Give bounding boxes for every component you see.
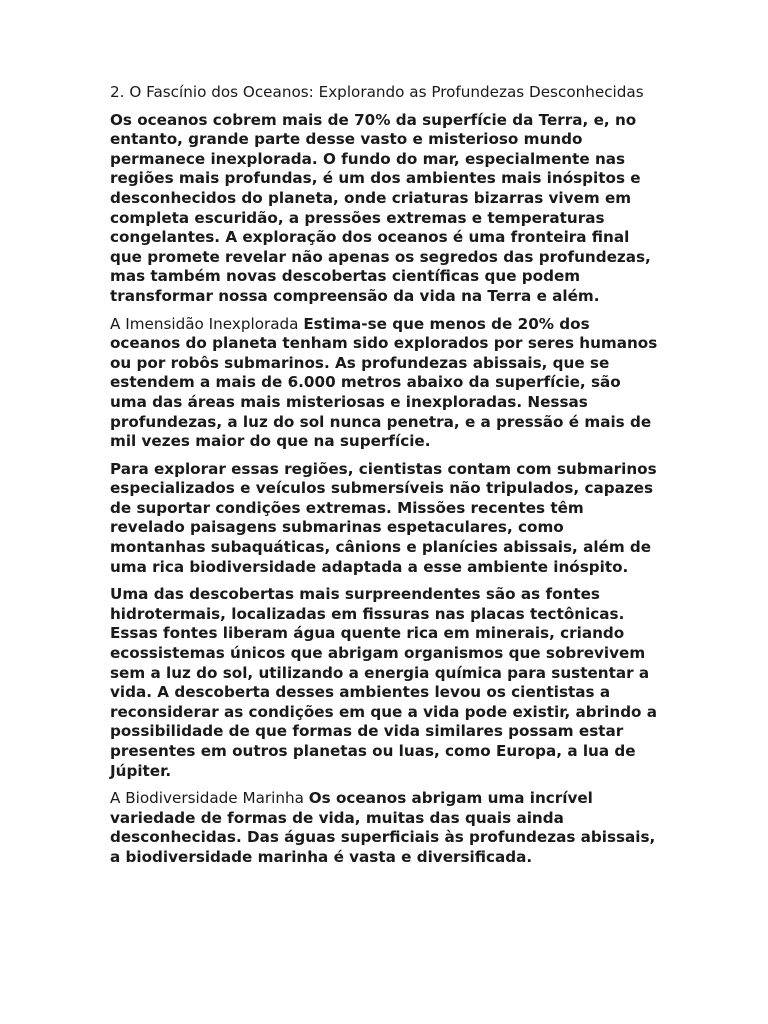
paragraph-5-text: Os oceanos abrigam uma incrível variedade de formas de vida, muitas das quais ainda desconhecidas. Das águas superficiais às profundezas abissais, a biodiversidade marinha é vasta e diversificada. <box>110 789 656 866</box>
paragraph-3 <box>110 460 662 578</box>
section-heading-imensidao: A Imensidão Inexplorada <box>110 314 304 333</box>
paragraph-1 <box>110 111 662 307</box>
paragraph-4-text: Uma das descobertas mais surpreendentes são as fontes hidrotermais, localizadas em fissuras nas placas tectônicas. Essas fontes liberam água quente rica em minerais, criando ecossistemas únicos que abrigam organismos que sobrevivem sem a luz do sol, utilizando a energia química para sustentar a vida. A descoberta desses ambientes levou os cientistas a reconsiderar as condições em que a vida pode existir, abrindo a possibilidade de que formas de vida similares possam estar presentes em outros planetas ou luas, como Europa, a lua de Júpiter. <box>110 585 658 780</box>
paragraph-2-text: Estima-se que menos de 20% dos oceanos do planeta tenham sido explorados por seres humanos ou por robôs submarinos. As profundezas abissais, que se estendem a mais de 6.000 metros abaixo da superfície, são uma das áreas mais misteriosas e inexploradas. Nessas profundezas, a luz do sol nunca penetra, e a pressão é mais de mil vezes maior do que na superfície. <box>110 314 658 451</box>
paragraph-3-text: Para explorar essas regiões, cientistas contam com submarinos especializados e veículos submersíveis não tripulados, capazes de suportar condições extremas. Missões recentes têm revelado paisagens submarinas espetaculares, como montanhas subaquáticas, cânions e planícies abissais, além de uma rica biodiversidade adaptada a esse ambiente inóspito. <box>110 459 657 576</box>
paragraph-1-text: Os oceanos cobrem mais de 70% da superfície da Terra, e, no entanto, grande parte desse vasto e misterioso mundo permanece inexplorada. O fundo do mar, especialmente nas regiões mais profundas, é um dos ambientes mais inóspitos e desconhecidos do planeta, onde criaturas bizarras vivem em completa escuridão, a pressões extremas e temperaturas congelantes. A exploração dos oceanos é uma fronteira final que promete revelar não apenas os segredos das profundezas, mas também novas descobertas científicas que podem transformar nossa compreensão da vida na Terra e além. <box>110 110 651 305</box>
document-title: 2. O Fascínio dos Oceanos: Explorando as Profundezas Desconhecidas <box>110 83 644 101</box>
paragraph-2 <box>110 315 662 452</box>
paragraph-4 <box>110 585 662 781</box>
document-page <box>110 83 662 876</box>
paragraph-5 <box>110 789 662 867</box>
section-heading-biodiversidade: A Biodiversidade Marinha <box>110 789 309 808</box>
